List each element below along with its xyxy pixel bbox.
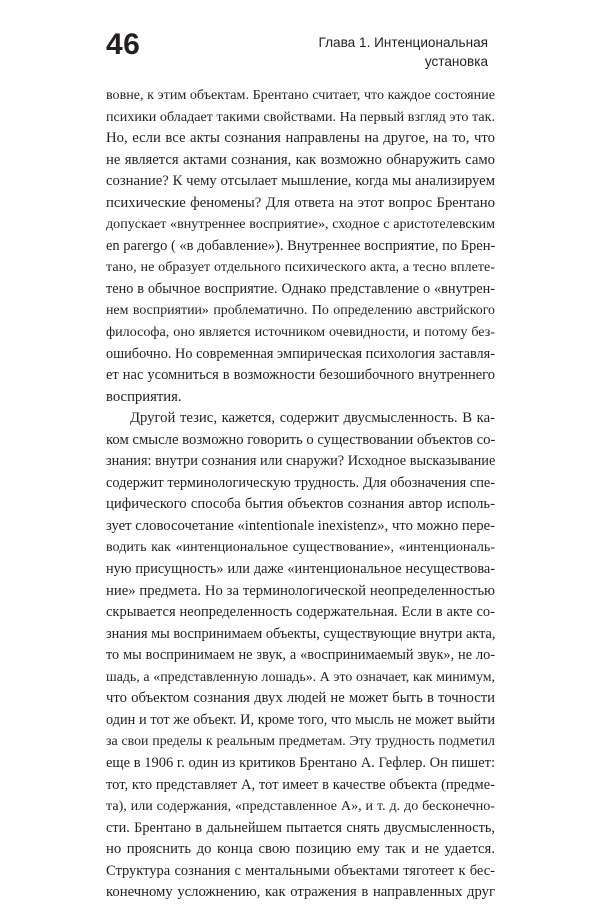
chapter-title-line-1: Глава 1. Интенциональная xyxy=(318,35,488,50)
text-line: ком смысле возможно говорить о существовании объектов со- xyxy=(106,431,496,448)
text-line: нем восприятии» проблематично. По определению австрийского xyxy=(106,303,495,319)
text-line: Структура сознания с ментальными объектами тяготеет к бес- xyxy=(106,862,495,879)
text-line: зует словосочетание «intentionale inexistenz», что можно пере- xyxy=(106,517,496,534)
text-line: ошибочно. Но современная эмпирическая психология заставля- xyxy=(106,345,495,362)
paragraph xyxy=(106,85,495,408)
text-line: психические феномены? Для ответа на этот вопрос Брентано xyxy=(106,194,495,211)
paragraph xyxy=(106,408,495,904)
text-line: цифического способа бытия объектов сознания автор исполь- xyxy=(106,496,495,513)
text-line: ние» предмета. Но за терминологической неопределенностью xyxy=(106,582,495,599)
text-line: сознание? К чему отсылает мышление, когда мы анализируем xyxy=(106,173,495,190)
text-line: то мы воспринимаем не звук, а «воспринимаемый звук», не ло- xyxy=(106,647,495,664)
text-line: не является актами сознания, как возможно обнаружить само xyxy=(106,151,495,168)
text-line: тано, не образует отдельного психического акта, а тесно вплете- xyxy=(106,259,495,276)
text-line: восприятия. xyxy=(106,388,182,405)
page-number: 46 xyxy=(106,28,141,61)
text-line: en parergo ( «в добавление»). Внутреннее восприятие, по Брен- xyxy=(106,237,496,254)
text-line: содержит терминологическую трудность. Для обозначения спе- xyxy=(106,474,495,491)
chapter-title-line-2: установка xyxy=(424,54,488,69)
body-text xyxy=(106,85,495,904)
text-line: тот, кто представляет А, тот имеет в качестве объекта (предме- xyxy=(106,776,495,793)
text-line: та), или содержания, «представленное А», и т. д. до бесконечно- xyxy=(106,798,495,815)
text-line: водить как «интенциональное существование», «интенциональ- xyxy=(106,539,495,556)
text-line: знания мы воспринимаем объекты, существующие внутри акта, xyxy=(106,625,496,642)
text-line: философа, оно является источником очевидности, и потому без- xyxy=(106,324,495,341)
text-line: Другой тезис, кажется, содержит двусмысленность. В ка- xyxy=(130,410,495,427)
text-line: психики обладает такими свойствами. На первый взгляд это так. xyxy=(106,108,495,125)
text-line: шадь, а «представленную лошадь». А это означает, как минимум, xyxy=(106,669,495,685)
text-line: один и тот же объект. И, кроме того, что мысль не может выйти xyxy=(106,711,495,728)
text-line: за свои пределы к реальным предметам. Эту трудность подметил xyxy=(106,734,495,750)
text-line: конечному усложнению, как отражения в направленных друг xyxy=(106,884,495,901)
text-line: допускает «внутреннее восприятие», сходное с аристотелевским xyxy=(106,216,495,233)
text-line: скрывается неопределенность содержательная. Если в акте со- xyxy=(106,604,495,621)
text-line: вовне, к этим объектам. Брентано считает, что каждое состояние xyxy=(106,87,495,103)
text-line: ную присущность» или даже «интенциональное несуществова- xyxy=(106,561,495,578)
text-line: знания: внутри сознания или снаружи? Исходное высказывание xyxy=(106,453,496,470)
text-line: тено в обычное восприятие. Однако представление о «внутрен- xyxy=(106,280,495,297)
text-line: что объектом сознания двух людей не может быть в точности xyxy=(106,690,495,707)
text-line: Но, если все акты сознания направлены на другое, на то, что xyxy=(106,130,495,147)
text-line: еще в 1906 г. один из критиков Брентано А. Гефлер. Он пишет: xyxy=(106,754,495,771)
text-line: ет нас усомниться в возможности безошибочного внутреннего xyxy=(106,367,495,384)
text-line: но прояснить до конца свою позицию ему так и не удается. xyxy=(106,841,495,858)
text-line: сти. Брентано в дальнейшем пытается снять двусмысленность, xyxy=(106,819,495,836)
running-head xyxy=(288,33,488,71)
